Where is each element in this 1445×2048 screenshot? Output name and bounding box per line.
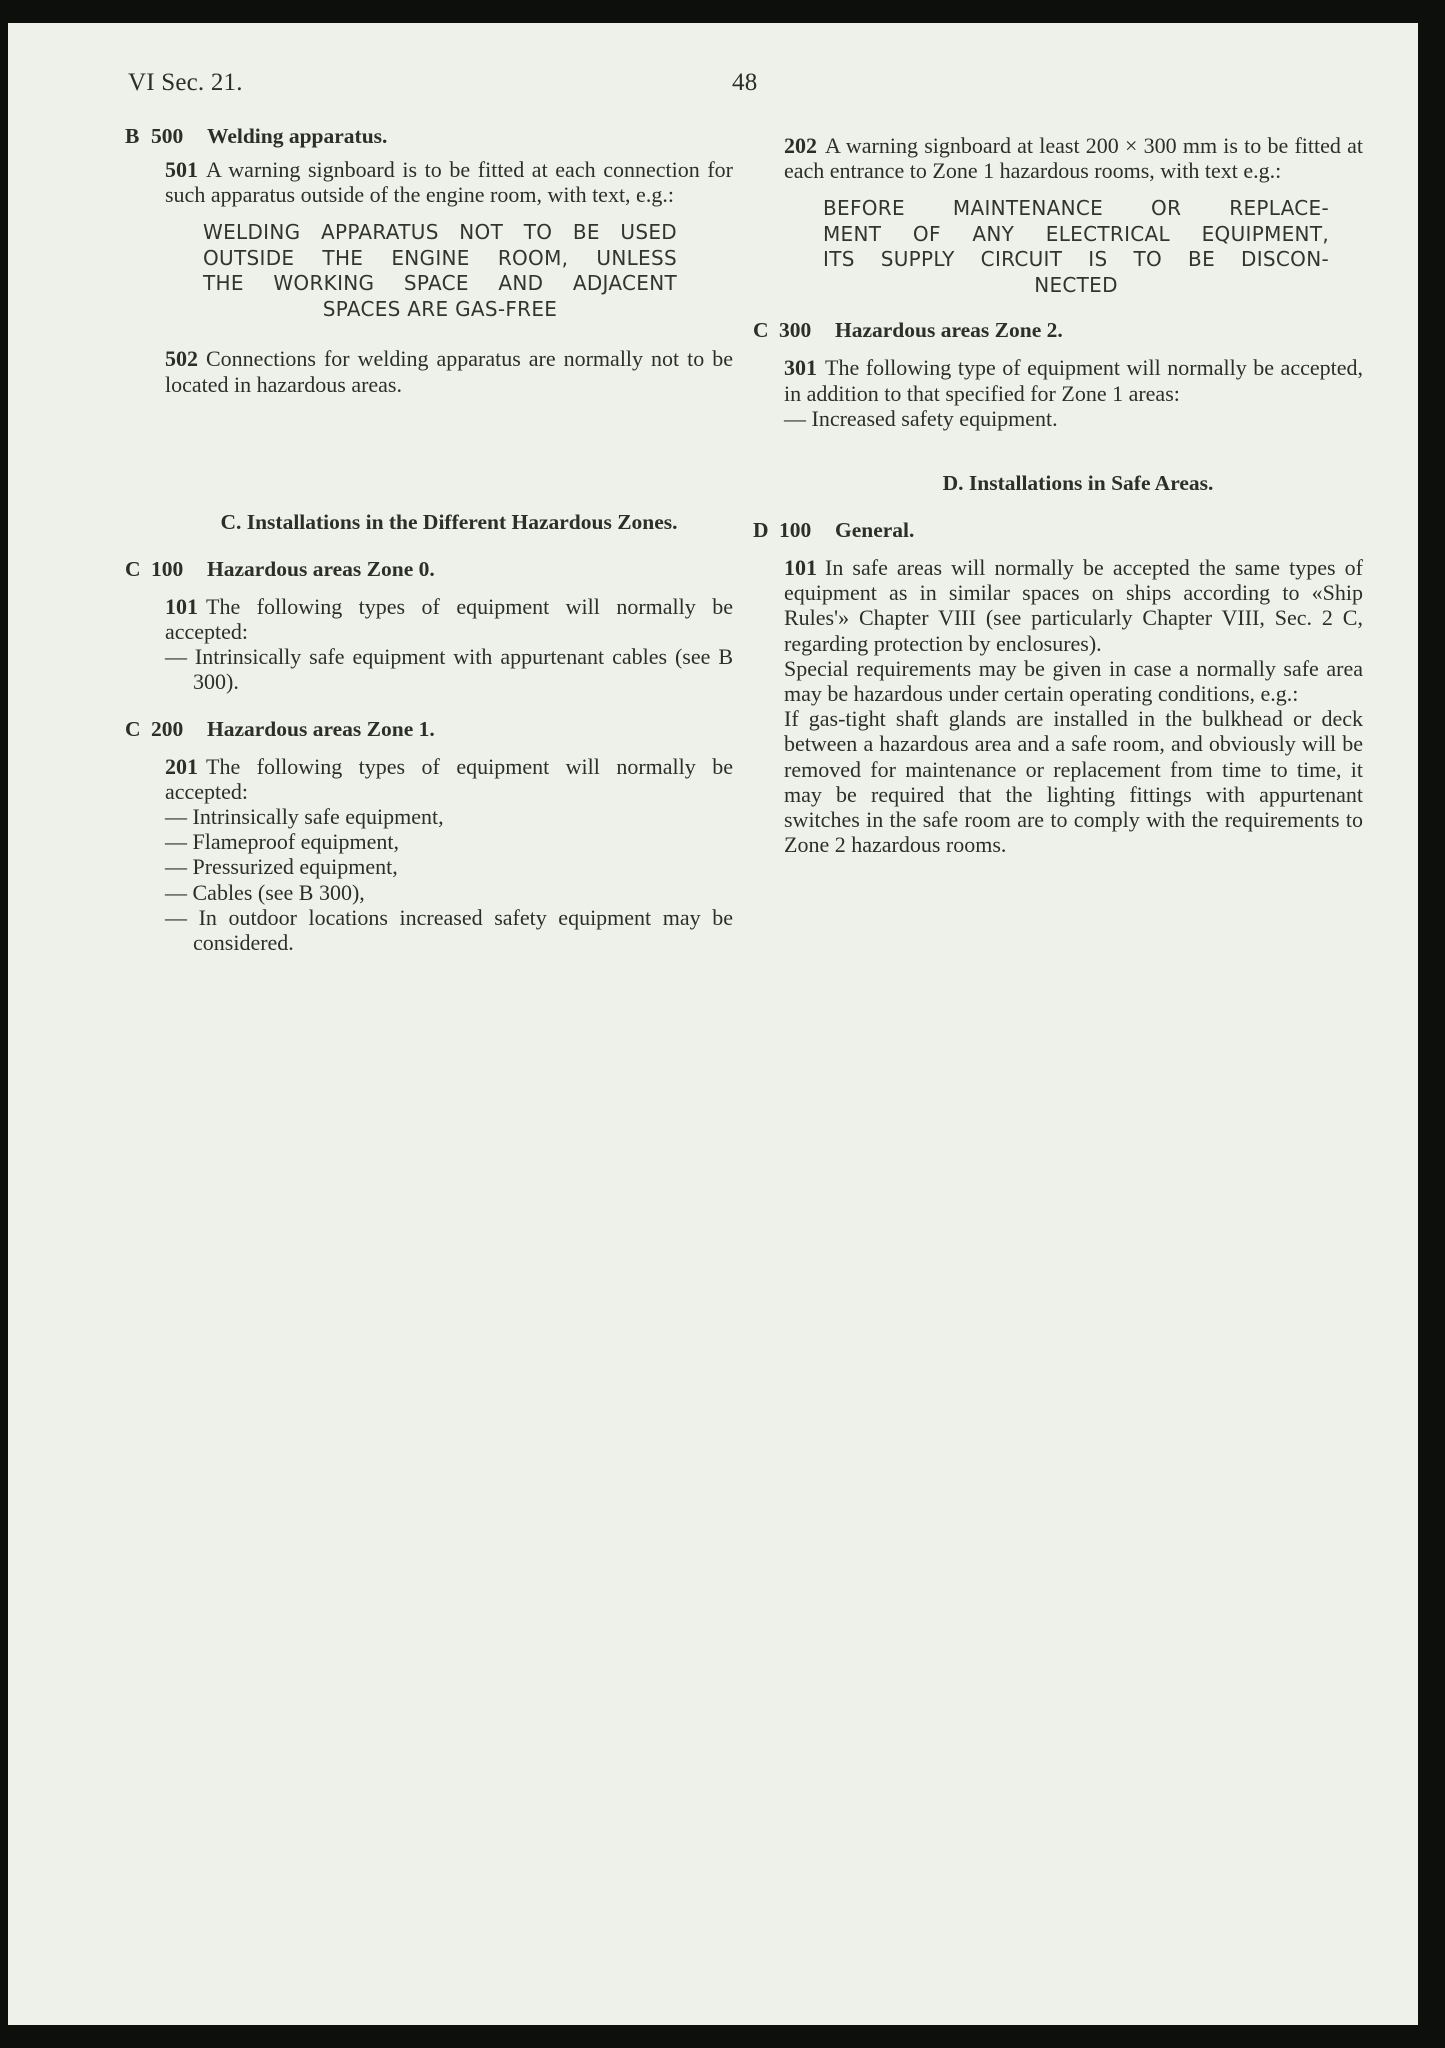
paragraph-number: 101: [165, 593, 198, 619]
warning-sign-maintenance: [823, 196, 1329, 298]
warning-sign-welding: [203, 220, 677, 322]
heading-b500: [125, 124, 733, 149]
paragraph-number: 501: [165, 157, 198, 182]
list-item: — Flameproof equipment,: [165, 829, 400, 855]
paragraph-text: Special requirements may be given in case a normally safe area may be hazardous under certain operating conditions, e.g.:: [784, 655, 1363, 707]
paragraph-text: The following types of equipment will normally be accepted:: [165, 593, 733, 645]
sign-line: NECTED: [1034, 272, 1118, 297]
paragraph-number: 201: [165, 753, 198, 779]
page-number: 48: [732, 69, 758, 96]
heading-number: 300: [779, 318, 812, 343]
paragraph-text: In safe areas will normally be accepted the same types of equipment as in similar spaces on ships according to «Ship Rules'» Chapter VIII (see particularly Chapter VIII, Sec. 2 C, regarding protection by enclosures).: [784, 555, 1363, 656]
heading-title: Welding apparatus.: [207, 124, 388, 148]
list-item: — Increased safety equipment.: [784, 405, 1058, 431]
list-item: — Pressurized equipment,: [165, 854, 398, 880]
section-c-title: C. Installations in the Different Hazardous Zones.: [220, 509, 678, 534]
paragraph-text: Connections for welding apparatus are normally not to be located in hazardous areas.: [165, 346, 733, 397]
left-column: [125, 124, 733, 955]
heading-letter: D: [753, 518, 769, 543]
paragraph-number: 101: [784, 555, 817, 581]
sign-line: MENT OF ANY ELECTRICAL EQUIPMENT,: [823, 221, 1329, 246]
sign-line: ITS SUPPLY CIRCUIT IS TO BE DISCON-: [823, 247, 1329, 272]
section-d-title: D. Installations in Safe Areas.: [942, 471, 1214, 496]
paragraph-text: A warning signboard is to be fitted at each connection for such apparatus outside of the engine room, with text, e.g.:: [165, 157, 733, 208]
right-column: [753, 133, 1363, 857]
list-item: — Intrinsically safe equipment,: [165, 804, 444, 830]
list-item: — Intrinsically safe equipment with appurtenant cables (see B 300).: [165, 644, 733, 695]
heading-title: General.: [835, 518, 915, 543]
paragraph-text: The following types of equipment will normally be accepted:: [165, 753, 733, 804]
paragraph-text: If gas-tight shaft glands are installed in the bulkhead or deck between a hazardous area and a safe room, and obviously will be removed for maintenance or replacement from time to time, it may be required that the lighting fittings with appurtenant switches in the safe room are to comply with the requirements to Zone 2 hazardous rooms.: [784, 706, 1363, 858]
heading-number: 500: [151, 124, 184, 148]
heading-title: Hazardous areas Zone 2.: [835, 318, 1063, 343]
paragraph-d101: [784, 555, 1363, 857]
paragraph-502: [165, 346, 733, 396]
equipment-list: [784, 406, 1363, 431]
heading-d100: [753, 518, 1363, 543]
paragraph-202: [784, 133, 1363, 298]
list-item: — Cables (see B 300),: [165, 879, 365, 905]
heading-letter: B: [125, 124, 140, 148]
heading-c300: [753, 318, 1363, 343]
paragraph-c201: [165, 754, 733, 956]
equipment-list: [165, 804, 733, 955]
heading-title: Hazardous areas Zone 1.: [207, 716, 435, 741]
heading-letter: C: [125, 556, 141, 581]
document-page: [8, 23, 1418, 2025]
paragraph-501: [165, 157, 733, 322]
heading-c100: [125, 557, 733, 582]
paragraph-text: A warning signboard at least 200 × 300 mm is to be fitted at each entrance to Zone 1 hazardous rooms, with text e.g.:: [784, 133, 1363, 184]
running-title: VI Sec. 21.: [128, 69, 243, 96]
paragraph-number: 502: [165, 346, 198, 372]
paragraph-number: 202: [784, 133, 817, 158]
heading-c200: [125, 717, 733, 742]
heading-title: Hazardous areas Zone 0.: [207, 556, 435, 581]
sign-line: OUTSIDE THE ENGINE ROOM, UNLESS: [203, 245, 677, 270]
sign-line: WELDING APPARATUS NOT TO BE USED: [203, 220, 677, 245]
sign-line: SPACES ARE GAS-FREE: [322, 296, 558, 321]
paragraph-301: [784, 355, 1363, 431]
heading-letter: C: [753, 318, 769, 343]
heading-number: 100: [151, 556, 184, 581]
paragraph-number: 301: [784, 355, 817, 381]
heading-letter: C: [125, 716, 141, 741]
paragraph-c101: [165, 594, 733, 695]
sign-line: BEFORE MAINTENANCE OR REPLACE-: [823, 196, 1329, 221]
equipment-list: [165, 644, 733, 694]
list-item: — In outdoor locations increased safety equipment may be considered.: [165, 904, 733, 956]
paragraph-text: The following type of equipment will normally be accepted, in addition to that specified for Zone 1 areas:: [784, 355, 1363, 406]
sign-line: THE WORKING SPACE AND ADJACENT: [203, 271, 677, 296]
heading-number: 200: [151, 716, 184, 741]
heading-number: 100: [779, 518, 812, 543]
